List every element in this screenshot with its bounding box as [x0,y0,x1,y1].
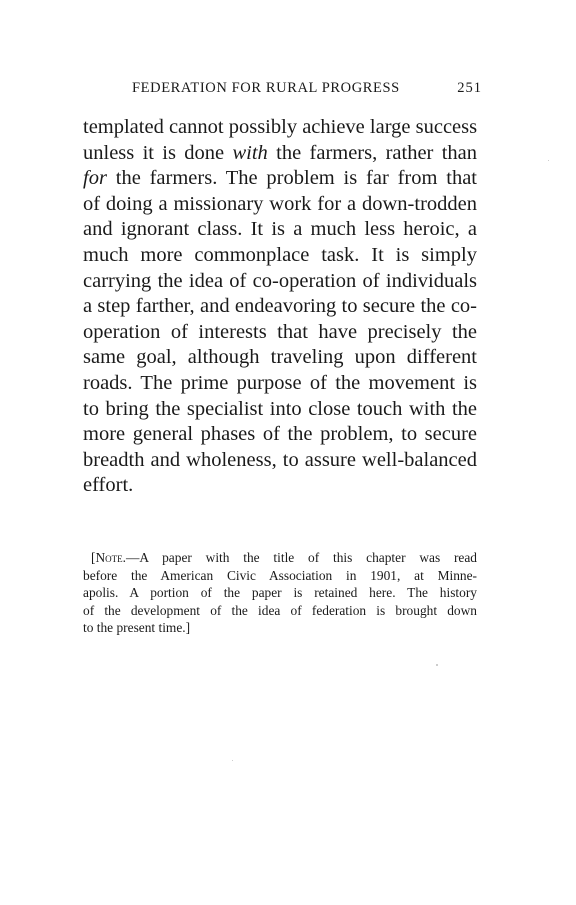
running-head [132,80,482,100]
note-line: before the American Civic Association in 1901, at Minne- [83,567,477,583]
text-line: roads. The prime purpose of the movement is [83,371,477,394]
text-line: for the farmers. The problem is far from that [83,167,477,190]
note-line: apolis. A portion of the paper is retained here. The history [83,585,477,600]
text-line: more general phases of the problem, to secure [83,423,477,446]
note-line: to the present time.] [83,620,191,635]
chapter-note [83,549,477,637]
body-paragraph [83,115,477,499]
running-title: FEDERATION FOR RURAL PROGRESS [132,80,400,96]
italic-emphasis: with [232,141,268,164]
text-line: breadth and wholeness, to assure well-balanced [83,448,477,471]
text-line: templated cannot possibly achieve large success [83,116,478,138]
note-line: [Note.—A paper with the title of this chapter was read [91,550,477,565]
italic-emphasis: for [83,167,107,190]
text-line: same goal, although traveling upon different [83,346,477,369]
text-line: and ignorant class. It is a much less heroic, a [83,218,477,241]
text-line: of doing a missionary work for a down-trodden [83,192,477,215]
paper-speck [548,160,549,161]
paper-speck [232,760,233,761]
note-line: of the development of the idea of federation is brought down [83,602,477,618]
text-line: unless it is done with the farmers, rather than [83,141,477,164]
page-number: 251 [457,80,482,96]
paper-speck [436,664,438,666]
text-line: to bring the specialist into close touch with the [83,397,477,420]
text-line: operation of interests that have precisely the [83,320,477,343]
note-label: Note [95,550,123,565]
text-line: a step farther, and endeavoring to secure the co- [83,295,477,318]
text-line: effort. [83,474,134,497]
text-line: carrying the idea of co-operation of individuals [83,269,477,292]
text-line: much more commonplace task. It is simply [83,243,477,266]
